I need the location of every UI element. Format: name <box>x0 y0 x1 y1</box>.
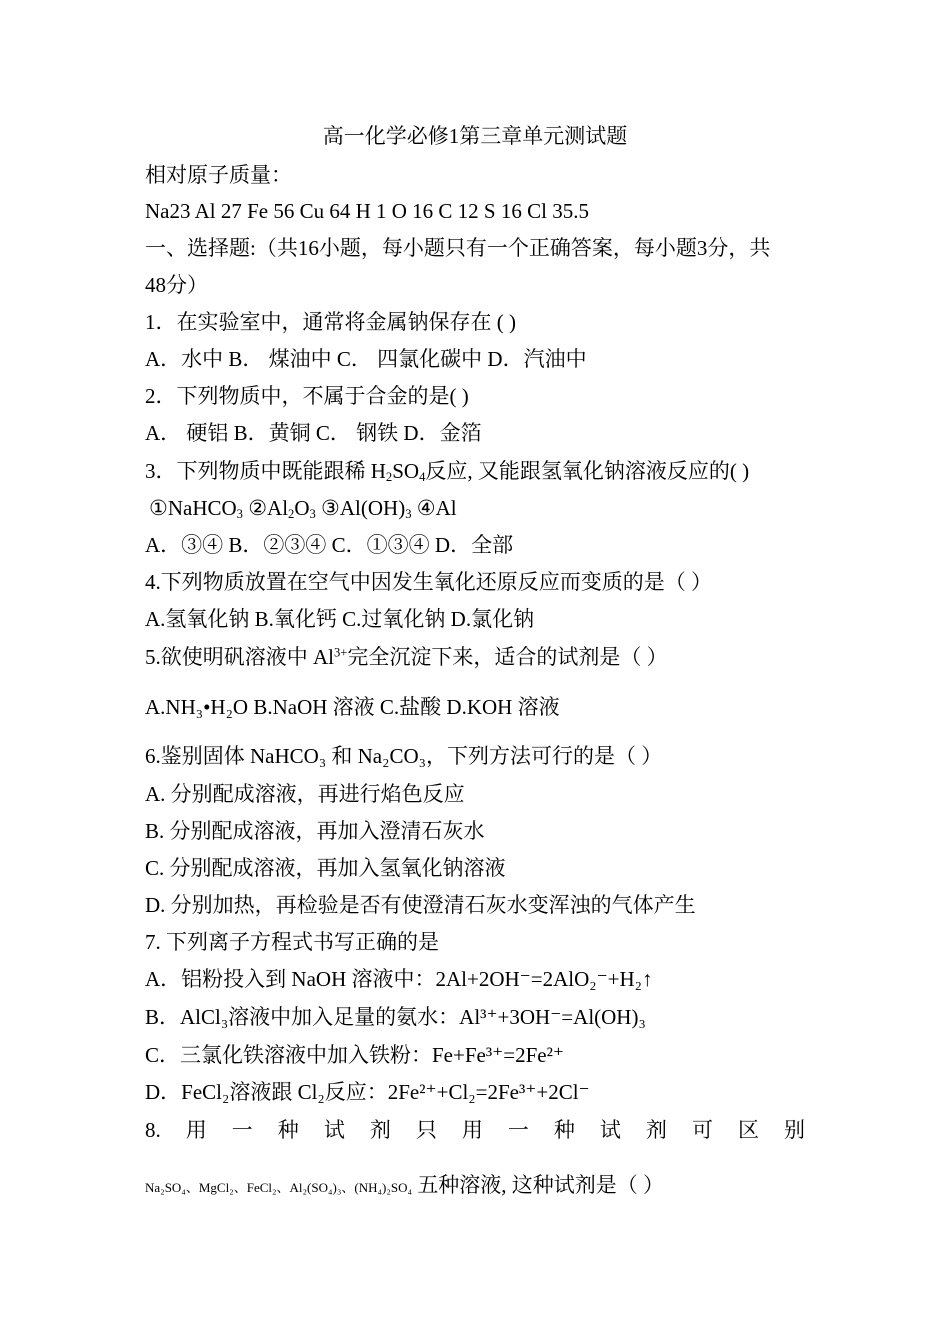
section-heading: 一、选择题:（共16小题，每小题只有一个正确答案，每小题3分，共 <box>145 236 771 260</box>
q8-formula: Na₂SO₄、MgCl₂、FeCl₂、Al₂(SO₄)₃、(NH₄)₂SO₄ <box>145 1180 413 1195</box>
q8-char: 用 <box>461 1118 483 1142</box>
q8-char: 一 <box>507 1118 529 1142</box>
q8-char: 剂 <box>369 1118 391 1142</box>
question-3-items <box>149 493 457 523</box>
q8-char: 可 <box>691 1118 713 1142</box>
question-7-option-c: C．三氯化铁溶液中加入铁粉：Fe+Fe³⁺=2Fe²⁺ <box>145 1043 564 1067</box>
question-4-options: A.氢氧化钠 B.氧化钙 C.过氧化钠 D.氯化钠 <box>145 607 535 631</box>
q3-sub: 4 <box>419 470 426 485</box>
question-6-option-b: B. 分别配成溶液，再加入澄清石灰水 <box>145 819 485 843</box>
q3-stem-part: 3．下列物质中既能跟稀 H <box>145 459 386 483</box>
question-6-stem: 6.鉴别固体 NaHCO₃ 和 Na₂CO₃，下列方法可行的是（ ） <box>145 744 663 768</box>
q8-char: 剂 <box>645 1118 667 1142</box>
question-6-option-a: A. 分别配成溶液，再进行焰色反应 <box>145 782 465 806</box>
q3-stem-part: 反应, 又能跟氢氧化钠溶液反应的( ) <box>425 459 750 483</box>
q3-sub: 2 <box>288 507 295 522</box>
question-8-formula-line <box>145 1170 664 1203</box>
q3-item: ①NaHCO <box>149 496 237 520</box>
page-title: 高一化学必修1第三章单元测试题 <box>322 124 628 148</box>
question-5-stem <box>145 642 668 672</box>
question-6-option-d: D. 分别加热，再检验是否有使澄清石灰水变浑浊的气体产生 <box>145 893 696 917</box>
question-3-options: A．③④ B．②③④ C．①③④ D．全部 <box>145 533 514 557</box>
q8-char: 用 <box>185 1118 207 1142</box>
q3-item: ③Al(OH) <box>315 496 406 520</box>
q5-stem-part: 5.欲使明矾溶液中 Al <box>145 645 334 669</box>
question-8-stem <box>145 1115 805 1145</box>
q8-char: 试 <box>599 1118 621 1142</box>
question-1-options: A．水中 B． 煤油中 C． 四氯化碳中 D．汽油中 <box>145 347 587 371</box>
q8-char: 区 <box>737 1118 759 1142</box>
q8-char: 只 <box>415 1118 437 1142</box>
q3-sub: 3 <box>309 507 316 522</box>
q3-sub: 3 <box>405 507 412 522</box>
q3-sub: 3 <box>236 507 243 522</box>
question-5-options: A.NH₃•H₂O B.NaOH 溶液 C.盐酸 D.KOH 溶液 <box>145 695 560 719</box>
question-2-stem: 2．下列物质中，不属于合金的是( ) <box>145 384 469 408</box>
question-2-options: A． 硬铝 B．黄铜 C． 钢铁 D．金箔 <box>145 421 482 445</box>
q8-char: 种 <box>277 1118 299 1142</box>
atomic-mass-heading: 相对原子质量： <box>145 163 292 187</box>
q3-item: O <box>294 496 310 520</box>
q8-char: 8. <box>145 1118 161 1142</box>
question-7-option-b: B．AlCl₃溶液中加入足量的氨水：Al³⁺+3OH⁻=Al(OH)₃ <box>145 1005 646 1029</box>
q3-stem-part: SO <box>392 459 420 483</box>
q3-sub: 2 <box>385 470 393 485</box>
question-7-stem: 7. 下列离子方程式书写正确的是 <box>145 930 439 954</box>
q8-char: 种 <box>553 1118 575 1142</box>
question-7-option-d: D．FeCl₂溶液跟 Cl₂反应：2Fe²⁺+Cl₂=2Fe³⁺+2Cl⁻ <box>145 1080 590 1104</box>
section-heading-cont: 48分） <box>145 273 208 297</box>
q8-char: 别 <box>783 1118 805 1142</box>
q3-item: ④Al <box>411 496 457 520</box>
question-7-option-a: A．铝粉投入到 NaOH 溶液中：2Al+2OH⁻=2AlO₂⁻+H₂↑ <box>145 967 653 991</box>
q5-sup: 3+ <box>334 645 348 660</box>
question-3-stem <box>145 456 749 486</box>
q8-tail: 五种溶液, 这种试剂是（ ） <box>417 1173 665 1197</box>
question-6-option-c: C. 分别配成溶液，再加入氢氧化钠溶液 <box>145 856 506 880</box>
q3-item: ②Al <box>242 496 289 520</box>
question-1-stem: 1．在实验室中，通常将金属钠保存在 ( ) <box>145 310 516 334</box>
q8-char: 一 <box>231 1118 253 1142</box>
question-4-stem: 4.下列物质放置在空气中因发生氧化还原反应而变质的是（ ） <box>145 570 712 594</box>
q8-char: 试 <box>323 1118 345 1142</box>
atomic-masses: Na23 Al 27 Fe 56 Cu 64 H 1 O 16 C 12 S 16 Cl 35.5 <box>145 199 589 223</box>
q5-stem-part: 完全沉淀下来，适合的试剂是（ ） <box>347 645 668 669</box>
